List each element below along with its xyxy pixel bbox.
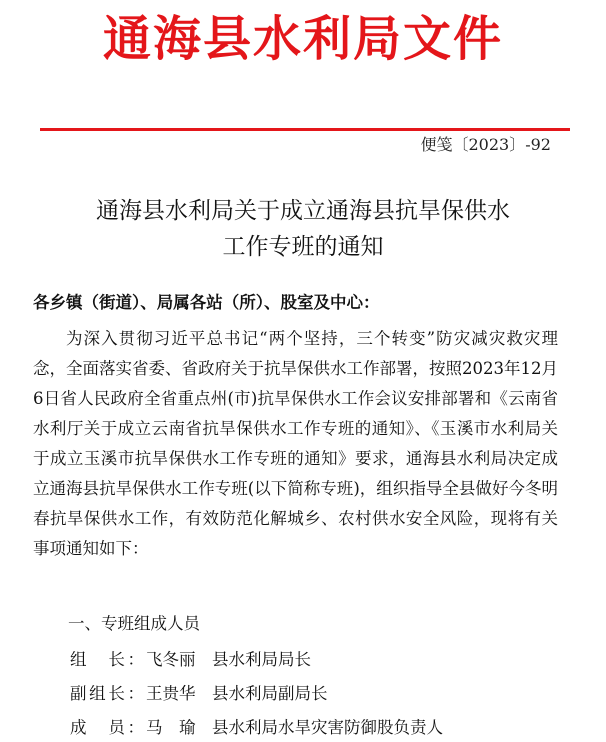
- document-number: 便笺〔2023〕-92: [420, 135, 551, 154]
- member-position: 县水利局水旱灾害防御股负责人: [212, 718, 443, 737]
- notice-title-line-2: 工作专班的通知: [222, 234, 384, 260]
- section-heading-members: 一、专班组成人员: [68, 614, 200, 633]
- notice-title: [30, 193, 576, 265]
- member-name: 马 瑜: [146, 718, 196, 737]
- member-role: 组 长：: [70, 650, 144, 669]
- salutation: 各乡镇（街道）、局属各站（所）、股室及中心：: [33, 293, 380, 312]
- notice-title-line-1: 通海县水利局关于成立通海县抗旱保供水: [96, 198, 510, 224]
- member-name: 飞冬丽: [146, 650, 196, 669]
- red-separator-line: [40, 128, 570, 131]
- member-row-leader: [70, 646, 311, 674]
- member-role: 成 员：: [70, 718, 144, 737]
- body-paragraph: 为深入贯彻习近平总书记“两个坚持，三个转变”防灾减灾救灾理念，全面落实省委、省政府关于抗旱保供水工作部署，按照2023年12月6日省人民政府全省重点州(市)抗旱保供水工作会议安排部署和《云南省水利厅关于成立云南省抗旱保供水工作专班的通知》、《玉溪市水利局关于成立玉溪市抗旱保供水工作专班的通知》要求，通海县水利局决定成立通海县抗旱保供水工作专班(以下简称专班)，组织指导全县做好今冬明春抗旱保供水工作，有效防范化解城乡、农村供水安全风险，现将有关事项通知如下：: [33, 329, 558, 558]
- member-position: 县水利局副局长: [212, 684, 328, 703]
- member-position: 县水利局局长: [212, 650, 311, 669]
- member-row-deputy-leader: [70, 680, 328, 708]
- member-row-member: [70, 714, 443, 742]
- member-name: 王贵华: [146, 684, 196, 703]
- member-role: 副组长：: [70, 684, 144, 703]
- red-header-title: 通海县水利局文件: [102, 11, 503, 67]
